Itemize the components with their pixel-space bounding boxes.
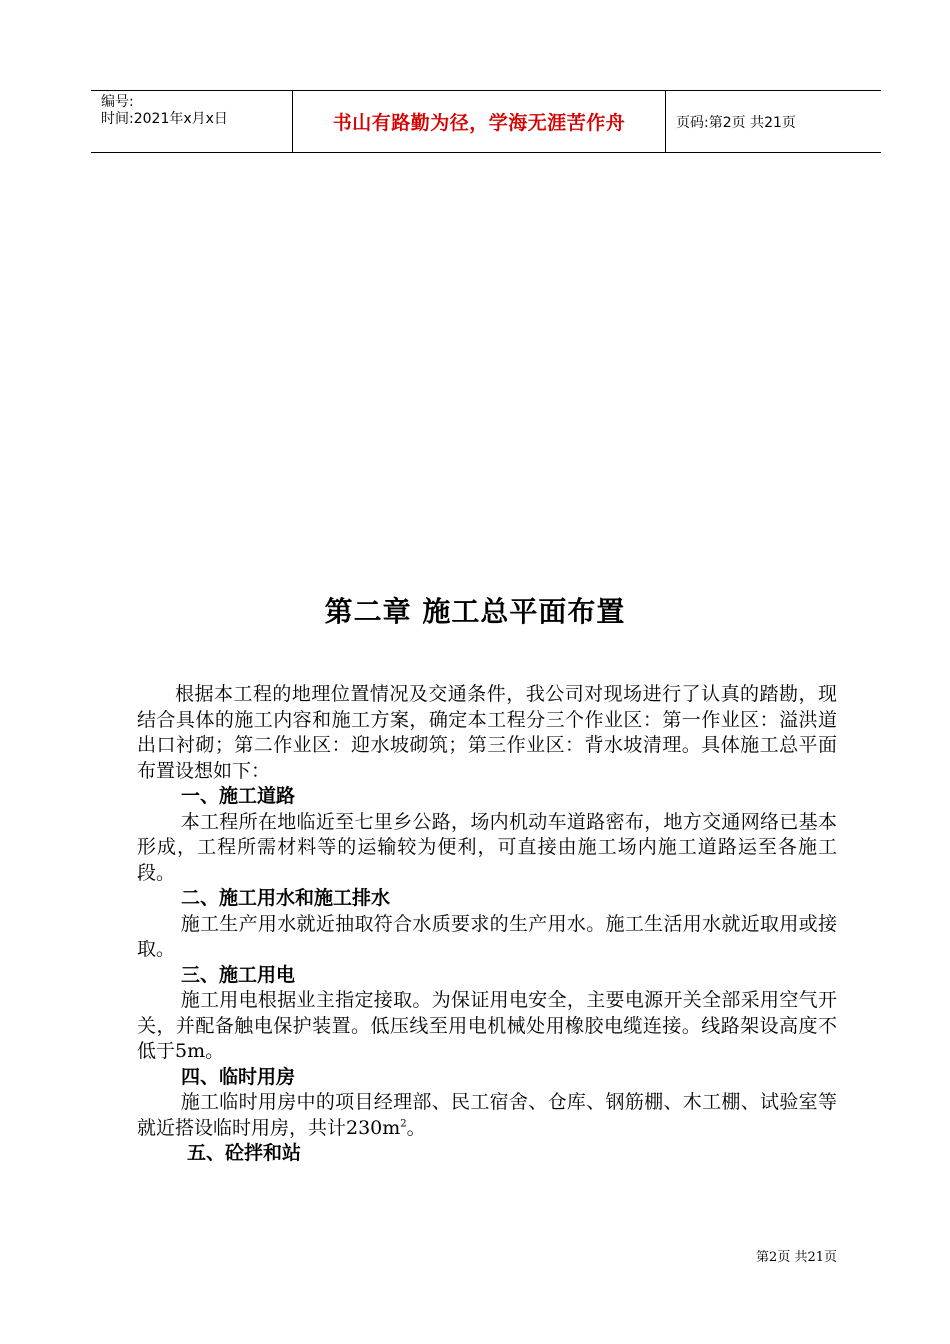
page-footer: 第2页 共21页 bbox=[756, 1250, 837, 1265]
header-table bbox=[91, 90, 881, 153]
superscript-two: 2 bbox=[400, 1118, 407, 1130]
section-heading-power: 三、施工用电 bbox=[181, 963, 296, 986]
section-heading-water: 二、施工用水和施工排水 bbox=[181, 887, 391, 909]
header-page-cell bbox=[666, 91, 881, 152]
section-text-power: 施工用电根据业主指定接取。为保证用电安全，主要电源开关全部采用空气开关，并配备触电保护装置。低压线至用电机械处用橡胶电缆连接。线路架设高度不低于5m。 bbox=[137, 989, 837, 1062]
section-text-housing bbox=[137, 1090, 837, 1141]
header-motto-cell bbox=[293, 91, 666, 152]
document-body bbox=[137, 682, 837, 1167]
serial-label: 编号: bbox=[101, 94, 134, 110]
intro-paragraph: 根据本工程的地理位置情况及交通条件，我公司对现场进行了认真的踏勘，现结合具体的施工内容和施工方案，确定本工程分三个作业区：第一作业区：溢洪道出口衬砌；第二作业区：迎水坡砌筑；第三作业区：背水坡清理。具体施工总平面布置设想如下： bbox=[137, 683, 837, 782]
section-heading-roads: 一、施工道路 bbox=[181, 785, 296, 807]
motto: 书山有路勤为径，学海无涯苦作舟 bbox=[332, 112, 626, 134]
page-info: 页码:第2页 共21页 bbox=[676, 114, 796, 131]
section-heading-mixing-station: 五、砼拌和站 bbox=[187, 1142, 302, 1164]
chapter-title: 第二章 施工总平面布置 bbox=[324, 595, 626, 628]
section-heading-housing: 四、临时用房 bbox=[181, 1065, 296, 1088]
header-meta-cell bbox=[91, 91, 293, 152]
section-text-roads: 本工程所在地临近至七里乡公路，场内机动车道路密布，地方交通网络已基本形成，工程所需材料等的运输较为便利，可直接由施工场内施工道路运至各施工段。 bbox=[137, 810, 837, 884]
time-label: 时间:2021年x月x日 bbox=[101, 111, 228, 127]
housing-text-end: 。 bbox=[406, 1116, 426, 1139]
housing-text-main: 施工临时用房中的项目经理部、民工宿舍、仓库、钢筋棚、木工棚、试验室等就近搭设临时用房，共计230m bbox=[137, 1091, 837, 1139]
section-text-water: 施工生产用水就近抽取符合水质要求的生产用水。施工生活用水就近取用或接取。 bbox=[137, 912, 837, 960]
